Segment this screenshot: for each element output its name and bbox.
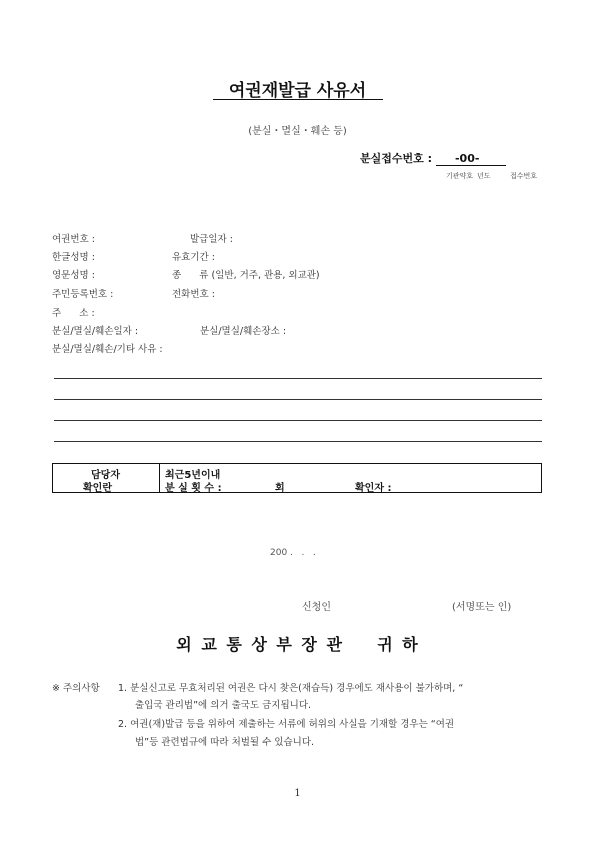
loss-number [360,150,506,166]
form-subtitle: (분실・멸실・훼손 등) [248,126,347,137]
field-phone: 전화번호 : [172,289,215,300]
notice-item-1: 1. 분실신고로 무효처리된 여권은 다시 찾은(재습득) 경우에도 재사용이 불가하며, “ [118,683,464,694]
box-divider [159,464,160,492]
field-passport-number: 여권번호 : [52,234,95,245]
signature-label: (서명또는 인) [452,602,512,613]
recent-five-years: 최근5년이내 [165,470,221,481]
field-korean-name: 한글성명 : [52,252,95,263]
confirm-field-label: 확인란 [83,483,112,494]
field-loss-date: 분실/멸실/훼손일자 : [52,326,139,337]
page-number: 1 [294,788,301,799]
notice-item-2-cont: 법”등 관련법규에 따라 처벌될 수 있습니다. [135,737,315,748]
field-passport-type-options: (일반, 거주, 관용, 외교관) [211,270,320,281]
field-resident-number: 주민등록번호 : [52,289,114,300]
reason-line [54,441,542,442]
reason-line [54,420,542,421]
title-underline [213,99,383,100]
loss-number-value: -00- [436,152,506,166]
field-validity: 유효기간 : [172,252,215,263]
field-address: 주 소 : [52,308,95,319]
field-loss-reason: 분실/멸실/훼손/기타 사유 : [52,344,163,355]
loss-number-label: 분실접수번호 : [360,152,432,165]
loss-number-agency-caption: 기관약호 [446,172,474,180]
loss-number-year-caption: 년도 [477,172,491,180]
officer-label: 담당자 [91,470,120,481]
reason-line [54,378,542,379]
loss-number-seq-caption: 접수번호 [510,172,538,180]
field-loss-place: 분실/멸실/훼손장소 : [200,326,287,337]
loss-count-label: 분 실 횟 수 : [165,483,222,494]
notice-label: ※ 주의사항 [52,683,100,694]
times-unit: 회 [275,483,285,494]
field-passport-type [172,267,320,281]
reason-line [54,399,542,400]
officer-confirm-box [52,463,542,493]
date-line: 200 . . . [270,548,316,558]
addressee: 외 교 통 상 부 장 관 귀 하 [176,635,419,654]
form-title: 여권재발급 사유서 [228,81,367,101]
field-passport-type-label: 종 류 [172,270,209,281]
field-issue-date: 발급일자 : [190,234,233,245]
notice-item-1-cont: 출입국 관리법”에 의거 출국도 금지됩니다. [135,700,312,711]
field-english-name: 영문성명 : [52,270,95,281]
applicant-label: 신청인 [302,602,331,613]
notice-item-2: 2. 여권(재)발급 등을 위하여 제출하는 서류에 허위의 사실을 기재할 경우는 “여권 [118,719,455,730]
confirmer-label: 확인자 : [355,483,392,494]
